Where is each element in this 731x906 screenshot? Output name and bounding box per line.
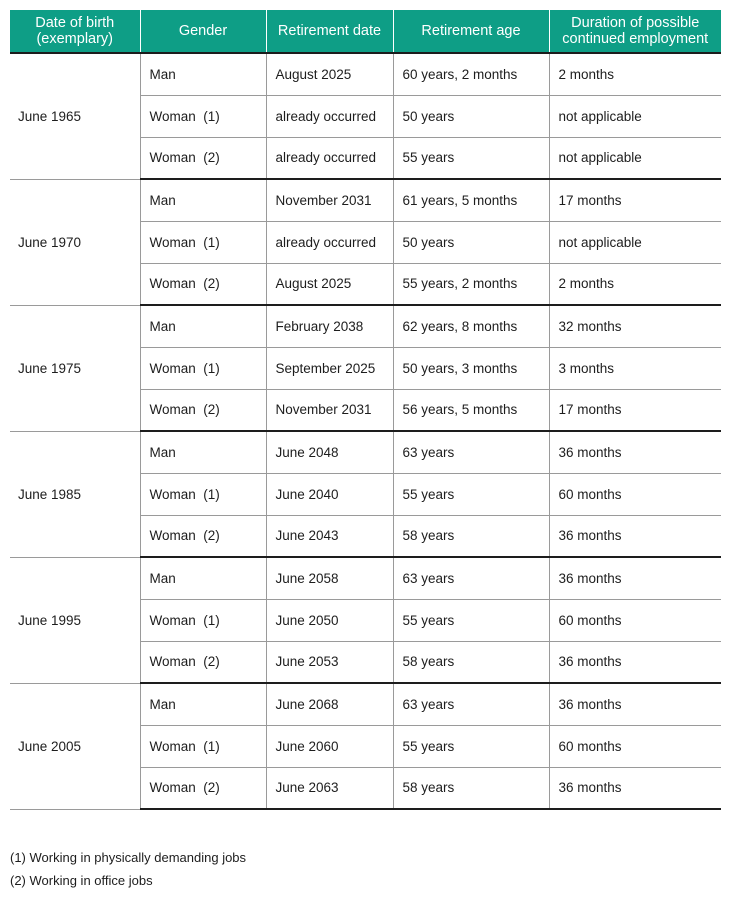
retirement-age-cell: 50 years (393, 95, 549, 137)
gender-cell: Woman (1) (140, 347, 266, 389)
retirement-age-cell: 55 years (393, 599, 549, 641)
continued-employment-cell: 36 months (549, 767, 721, 809)
continued-employment-cell: not applicable (549, 137, 721, 179)
retirement-date-cell: June 2050 (266, 599, 393, 641)
birth-date-cell: June 1985 (10, 431, 140, 557)
retirement-date-cell: August 2025 (266, 263, 393, 305)
retirement-age-cell: 56 years, 5 months (393, 389, 549, 431)
gender-cell: Woman (1) (140, 725, 266, 767)
continued-employment-cell: 36 months (549, 431, 721, 473)
header-gender: Gender (140, 10, 266, 53)
retirement-age-cell: 50 years (393, 221, 549, 263)
retirement-date-cell: September 2025 (266, 347, 393, 389)
gender-cell: Man (140, 557, 266, 599)
continued-employment-cell: 2 months (549, 263, 721, 305)
retirement-age-cell: 63 years (393, 557, 549, 599)
continued-employment-cell: 17 months (549, 179, 721, 221)
retirement-age-cell: 62 years, 8 months (393, 305, 549, 347)
retirement-age-cell: 58 years (393, 641, 549, 683)
gender-cell: Woman (2) (140, 137, 266, 179)
gender-cell: Man (140, 431, 266, 473)
gender-cell: Man (140, 53, 266, 95)
gender-cell: Man (140, 179, 266, 221)
continued-employment-cell: 60 months (549, 473, 721, 515)
retirement-date-cell: already occurred (266, 137, 393, 179)
retirement-age-cell: 60 years, 2 months (393, 53, 549, 95)
continued-employment-cell: 60 months (549, 599, 721, 641)
retirement-age-cell: 55 years, 2 months (393, 263, 549, 305)
birth-date-cell: June 1995 (10, 557, 140, 683)
footnotes (10, 846, 246, 892)
continued-employment-cell: 60 months (549, 725, 721, 767)
gender-cell: Man (140, 683, 266, 725)
gender-cell: Woman (2) (140, 263, 266, 305)
header-continued-employment: Duration of possible continued employment (549, 10, 721, 53)
continued-employment-cell: 36 months (549, 683, 721, 725)
retirement-date-cell: November 2031 (266, 389, 393, 431)
continued-employment-cell: 2 months (549, 53, 721, 95)
retirement-date-cell: already occurred (266, 221, 393, 263)
gender-cell: Woman (2) (140, 641, 266, 683)
gender-cell: Man (140, 305, 266, 347)
retirement-age-cell: 55 years (393, 725, 549, 767)
continued-employment-cell: 3 months (549, 347, 721, 389)
table-row (10, 431, 721, 473)
retirement-date-cell: June 2068 (266, 683, 393, 725)
table-row (10, 53, 721, 95)
continued-employment-cell: 36 months (549, 515, 721, 557)
gender-cell: Woman (2) (140, 767, 266, 809)
header-retirement-age: Retirement age (393, 10, 549, 53)
birth-date-cell: June 1970 (10, 179, 140, 305)
continued-employment-cell: 17 months (549, 389, 721, 431)
header-retirement-date: Retirement date (266, 10, 393, 53)
footnote-2: (2) Working in office jobs (10, 873, 153, 888)
retirement-age-cell: 55 years (393, 137, 549, 179)
birth-date-cell: June 1975 (10, 305, 140, 431)
retirement-date-cell: June 2048 (266, 431, 393, 473)
gender-cell: Woman (1) (140, 221, 266, 263)
retirement-age-cell: 50 years, 3 months (393, 347, 549, 389)
retirement-date-cell: already occurred (266, 95, 393, 137)
retirement-date-cell: November 2031 (266, 179, 393, 221)
gender-cell: Woman (1) (140, 95, 266, 137)
table-header (10, 10, 721, 53)
header-row (10, 10, 721, 53)
table-row (10, 179, 721, 221)
table-row (10, 305, 721, 347)
retirement-date-cell: February 2038 (266, 305, 393, 347)
continued-employment-cell: not applicable (549, 95, 721, 137)
birth-date-cell: June 2005 (10, 683, 140, 809)
header-date-of-birth: Date of birth (exemplary) (10, 10, 140, 53)
continued-employment-cell: 36 months (549, 557, 721, 599)
gender-cell: Woman (1) (140, 599, 266, 641)
retirement-date-cell: June 2058 (266, 557, 393, 599)
retirement-date-cell: June 2043 (266, 515, 393, 557)
birth-date-cell: June 1965 (10, 53, 140, 179)
retirement-age-cell: 61 years, 5 months (393, 179, 549, 221)
retirement-date-cell: June 2063 (266, 767, 393, 809)
continued-employment-cell: 32 months (549, 305, 721, 347)
retirement-age-cell: 63 years (393, 431, 549, 473)
retirement-age-cell: 63 years (393, 683, 549, 725)
gender-cell: Woman (2) (140, 515, 266, 557)
retirement-date-cell: June 2060 (266, 725, 393, 767)
table-row (10, 683, 721, 725)
gender-cell: Woman (1) (140, 473, 266, 515)
gender-cell: Woman (2) (140, 389, 266, 431)
retirement-age-cell: 58 years (393, 767, 549, 809)
retirement-age-cell: 55 years (393, 473, 549, 515)
footnote-1: (1) Working in physically demanding jobs (10, 850, 247, 865)
retirement-table-container (10, 10, 721, 810)
table-row (10, 557, 721, 599)
table-body (10, 53, 721, 809)
retirement-age-cell: 58 years (393, 515, 549, 557)
retirement-date-cell: August 2025 (266, 53, 393, 95)
retirement-date-cell: June 2040 (266, 473, 393, 515)
continued-employment-cell: not applicable (549, 221, 721, 263)
retirement-date-cell: June 2053 (266, 641, 393, 683)
retirement-table (10, 10, 721, 810)
continued-employment-cell: 36 months (549, 641, 721, 683)
